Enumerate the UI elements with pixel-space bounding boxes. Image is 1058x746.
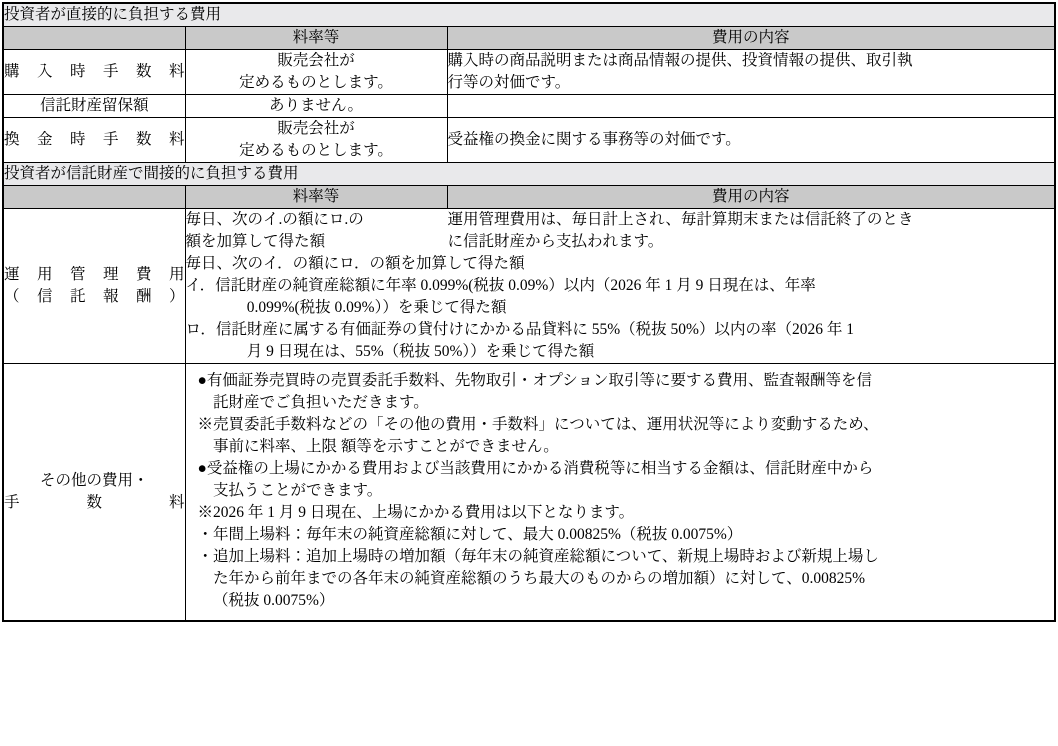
other-fee-block-6-marker: ・ xyxy=(197,548,214,565)
formula-intro: 毎日、次のイ．の額にロ．の額を加算して得た額 xyxy=(185,255,525,272)
row-label-management-fee-line-2: （信託報酬） xyxy=(4,288,185,305)
rate-line-2: 定めるものとします。 xyxy=(239,142,393,159)
row-label-purchase-fee xyxy=(3,50,185,95)
other-fees-content xyxy=(185,364,1055,622)
management-fee-rate-cell xyxy=(186,209,448,253)
row-label-management-fee xyxy=(3,209,185,364)
other-fee-block-1 xyxy=(198,370,1043,392)
detail-line-1: 受益権の換金に関する事務等の対価です。 xyxy=(447,131,741,148)
formula-item-i-marker: イ． xyxy=(185,277,216,294)
section-banner-row-direct xyxy=(3,3,1055,27)
formula-item-i-cont xyxy=(186,297,1055,319)
other-fee-block-4-line-1: 2026 年 1 月 9 日現在、上場にかかる費用は以下となります。 xyxy=(213,504,635,521)
other-fee-block-1-marker: ● xyxy=(197,372,207,389)
fee-table xyxy=(2,2,1056,622)
other-fee-block-2-cont xyxy=(198,436,1043,458)
row-label-redemption-fee-text: 換金時手数料 xyxy=(4,131,185,148)
row-label-management-fee-line-1: 運用管理費用 xyxy=(4,266,185,283)
header-detail-indirect: 費用の内容 xyxy=(447,186,1055,209)
other-fee-block-3-cont xyxy=(198,480,1043,502)
other-fee-block-1-line-2: 託財産でご負担いただきます。 xyxy=(213,394,429,411)
detail-line-2: 行等の対価です。 xyxy=(447,74,571,91)
row-label-retained-amount xyxy=(3,95,185,118)
other-fee-block-6-line-2: た年から前年までの各年末の純資産総額のうち最大のものからの増加額）に対して、0.00825% xyxy=(213,570,865,587)
rate-line-1: 販売会社が xyxy=(277,120,355,137)
formula-item-i-line-2: 0.099%(税抜 0.09%））を乗じて得た額 xyxy=(246,299,507,316)
other-fee-block-5-line-1: 年間上場料：毎年末の純資産総額に対して、最大 0.00825%（税抜 0.0075%） xyxy=(213,526,743,543)
header-detail-direct: 費用の内容 xyxy=(447,27,1055,50)
section-banner-direct: 投資者が直接的に負担する費用 xyxy=(3,3,1055,27)
management-fee-formula-cell xyxy=(186,253,1055,363)
section-banner-indirect: 投資者が信託財産で間接的に負担する費用 xyxy=(3,163,1055,186)
other-fee-block-3-marker: ● xyxy=(197,460,207,477)
other-fee-block-3 xyxy=(198,458,1043,480)
rate-line-2: 定めるものとします。 xyxy=(239,74,393,91)
other-fee-block-3-line-2: 支払うことができます。 xyxy=(213,482,383,499)
other-fee-block-1-line-1: 有価証券売買時の売買委託手数料、先物取引・オプション取引等に要する費用、監査報酬等を信 xyxy=(206,372,872,389)
formula-item-ro-marker: ロ． xyxy=(185,321,216,338)
header-row-direct xyxy=(3,27,1055,50)
section-banner-row-indirect xyxy=(3,163,1055,186)
row-label-other-fees xyxy=(3,364,185,622)
formula-item-i-line-1: 信託財産の純資産総額に年率 0.099%(税抜 0.09%）以内（2026 年 1 月 9 日現在は、年率 xyxy=(215,277,816,294)
row-label-other-fees-line-2: 手数料 xyxy=(4,494,185,511)
other-fee-block-6 xyxy=(198,546,1043,568)
table-row xyxy=(3,364,1055,622)
rate-line-1: 毎日、次のイ.の額にロ.の xyxy=(185,211,364,228)
management-fee-inner-table xyxy=(186,209,1055,363)
formula-item-ro-cont xyxy=(186,341,1055,363)
header-row-indirect xyxy=(3,186,1055,209)
row-rate-redemption-fee xyxy=(185,118,447,163)
other-fee-block-3-line-1: 受益権の上場にかかる費用および当該費用にかかる消費税等に相当する金額は、信託財産中から xyxy=(206,460,874,477)
detail-line-1: 購入時の商品説明または商品情報の提供、投資情報の提供、取引執 xyxy=(447,52,913,69)
table-row xyxy=(3,118,1055,163)
other-fee-block-2 xyxy=(198,414,1043,436)
other-fee-block-2-line-2: 事前に料率、上限 額等を示すことができません。 xyxy=(213,438,559,455)
detail-line-1: 運用管理費用は、毎日計上され、毎計算期末または信託終了のとき xyxy=(447,211,914,228)
other-fee-block-4-marker: ※ xyxy=(197,504,214,521)
other-fee-block-6-line-1: 追加上場料：追加上場時の増加額（毎年末の純資産総額について、新規上場時および新規上場し xyxy=(213,548,879,565)
header-rate-direct: 料率等 xyxy=(185,27,447,50)
rate-line-1: ありません。 xyxy=(269,97,363,114)
formula-item-ro-line-2: 月 9 日現在は、55%（税抜 50%））を乗じて得た額 xyxy=(246,343,595,360)
other-fee-block-2-marker: ※ xyxy=(197,416,214,433)
row-detail-purchase-fee xyxy=(447,50,1055,95)
other-fee-block-5-marker: ・ xyxy=(197,526,214,543)
detail-line-2: に信託財産から支払われます。 xyxy=(447,233,664,250)
formula-item-ro xyxy=(186,319,1055,341)
row-detail-redemption-fee xyxy=(447,118,1055,163)
table-row xyxy=(3,95,1055,118)
row-rate-retained-amount xyxy=(185,95,447,118)
row-label-redemption-fee xyxy=(3,118,185,163)
other-fee-block-1-cont xyxy=(198,392,1043,414)
management-fee-content xyxy=(185,209,1055,364)
formula-item-ro-line-1: 信託財産に属する有価証券の貸付けにかかる品貸料に 55%（税抜 50%）以内の率（2026 年 1 xyxy=(215,321,854,338)
table-row xyxy=(3,209,1055,364)
row-label-other-fees-line-1: その他の費用・ xyxy=(39,472,149,489)
other-fee-block-4 xyxy=(198,502,1043,524)
rate-line-2: 額を加算して得た額 xyxy=(185,233,326,250)
other-fee-block-2-line-1: 売買委託手数料などの「その他の費用・手数料」については、運用状況等により変動するため、 xyxy=(213,416,879,433)
other-fee-block-6-line-3: （税抜 0.0075%） xyxy=(213,592,335,609)
management-fee-formula-row xyxy=(186,253,1055,363)
row-label-retained-amount-text: 信託財産留保額 xyxy=(39,97,149,114)
header-rate-indirect: 料率等 xyxy=(185,186,447,209)
other-fee-block-6-cont-1 xyxy=(198,568,1043,590)
other-fee-block-5 xyxy=(198,524,1043,546)
table-row xyxy=(3,50,1055,95)
header-blank-indirect xyxy=(3,186,185,209)
row-detail-retained-amount xyxy=(447,95,1055,118)
rate-line-1: 販売会社が xyxy=(277,52,355,69)
formula-item-i xyxy=(186,275,1055,297)
other-fee-block-6-cont-2 xyxy=(198,590,1043,612)
fee-disclosure-sheet xyxy=(0,2,1058,746)
management-fee-detail-cell xyxy=(448,209,1055,253)
row-rate-purchase-fee xyxy=(185,50,447,95)
row-label-purchase-fee-text: 購入時手数料 xyxy=(4,63,185,80)
header-blank-direct xyxy=(3,27,185,50)
management-fee-summary-row xyxy=(186,209,1055,253)
